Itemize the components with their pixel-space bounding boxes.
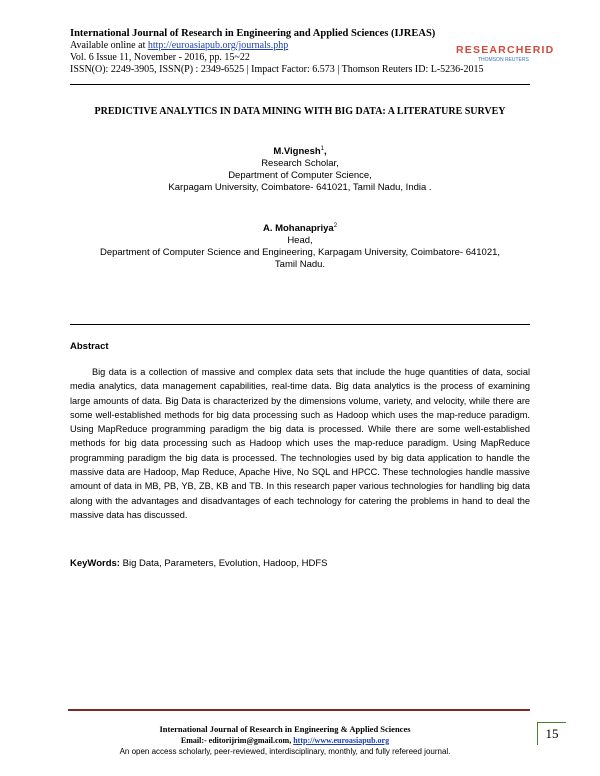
footer-journal-title: International Journal of Research in Engineering & Applied Sciences: [159, 724, 411, 734]
footer-divider: [68, 709, 530, 711]
footer-description: An open access scholarly, peer-reviewed, interdisciplinary, monthly, and fully refereed journal.: [119, 747, 451, 756]
header-divider: [70, 84, 530, 85]
affiliation-line: Head,: [287, 235, 313, 246]
author-block-1: [70, 146, 530, 194]
affiliation-line: Department of Computer Science and Engineering, Karpagam University, Coimbatore- 641021,: [99, 247, 501, 258]
available-label: Available online at: [70, 40, 146, 51]
abstract-text: Big data is a collection of massive and complex data sets that include the huge quantities of data, social media analytics, data management capabilities, real-time data. Big data analytics is the process of examining large amounts of data. Big Data is characterized by the dimensions volume, variety, and velocity, while there are some well-established methods for big data processing such as Hadoop which uses the map-reduce paradigm. Using MapReduce programming paradigm the big data is processed. While there are some well-established methods for big data processing such as Hadoop which uses the map-reduce paradigm. Using MapReduce programming paradigm the big data is processed. The technologies used by big data application to handle the massive data are Hadoop, Map Reduce, Apache Hive, No SQL and HPCC. These technologies handle massive amount of data in MB, PB, YB, ZB, KB and TB. In this research paper various technologies for handling big data along with the advantages and disadvantages of each technology for catering the problems in hand to deal the massive data has discussed.: [70, 367, 530, 520]
author-suffix: ,: [324, 146, 327, 157]
journal-url-link[interactable]: http://euroasiapub.org/journals.php: [147, 40, 289, 51]
researcherid-logo: [456, 45, 556, 69]
author-mark: 1: [320, 145, 325, 152]
author-name-line: [70, 146, 530, 158]
page-number: 15: [537, 722, 566, 745]
footer-email: Email:- editorijrim@gmail.com,: [180, 736, 292, 745]
affiliation-line: Karpagam University, Coimbatore- 641021, Tamil Nadu, India .: [168, 182, 432, 193]
keywords-value: Big Data, Parameters, Evolution, Hadoop, HDFS: [122, 558, 328, 569]
author-name: A. Mohanapriya: [262, 223, 334, 234]
journal-title: International Journal of Research in Engineering and Applied Sciences (IJREAS): [70, 28, 436, 39]
volume-line: Vol. 6 Issue 11, November - 2016, pp. 15~22: [70, 52, 250, 63]
author-block-2: [70, 223, 530, 271]
author-name: M.Vignesh: [273, 146, 321, 157]
issn-line: ISSN(O): 2249-3905, ISSN(P) : 2349-6525 | Impact Factor: 6.573 | Thomson Reuters ID: L-5236-2015: [70, 64, 484, 75]
author-name-line: [70, 223, 530, 235]
keywords-line: [70, 558, 328, 569]
footer-url-link[interactable]: http://www.euroasiapub.org: [293, 736, 390, 745]
abstract-heading: Abstract: [70, 341, 109, 352]
logo-subtext: THOMSON REUTERS: [478, 57, 529, 63]
abstract-divider: [70, 324, 530, 325]
footer-contact-line: [40, 735, 530, 746]
affiliation-line: Department of Computer Science,: [228, 170, 372, 181]
keywords-label: KeyWords:: [70, 558, 120, 569]
paper-title: PREDICTIVE ANALYTICS IN DATA MINING WITH BIG DATA: A LITERATURE SURVEY: [94, 106, 506, 117]
logo-word: RESEARCHERID: [456, 44, 555, 56]
journal-footer: [40, 724, 530, 757]
author-mark: 2: [333, 222, 338, 229]
affiliation-line: Research Scholar,: [261, 158, 339, 169]
affiliation-line: Tamil Nadu.: [274, 259, 326, 270]
